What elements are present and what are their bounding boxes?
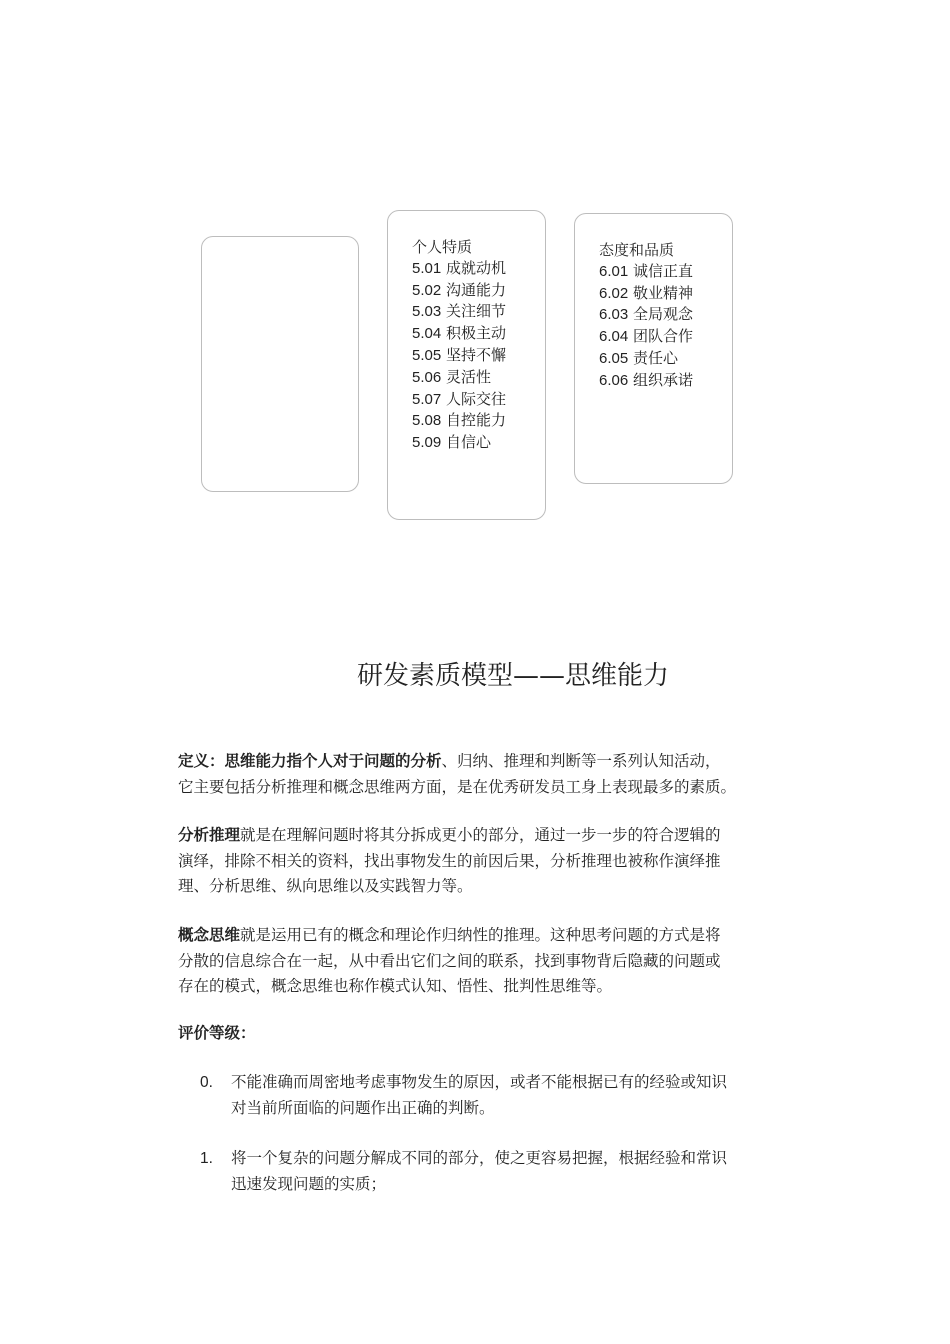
analysis-paragraph: 分析推理就是在理解问题时将其分拆成更小的部分，通过一步一步的符合逻辑的 演绎，排除不相关的资料，找出事物发生的前因后果，分析推理也被称作演绎推 理、分析思维、纵向思维以及实践智力等。 xyxy=(178,825,721,895)
definition-bold: 定义：思维能力指个人对于问题的分析 xyxy=(178,751,442,770)
levels-heading: 评价等级： xyxy=(178,1023,256,1042)
concept-paragraph: 概念思维就是运用已有的概念和理论作归纳性的推理。这种思考问题的方式是将 分散的信息综合在一起，从中看出它们之间的联系，找到事物背后隐藏的问题或 存在的模式，概念思维也称作模式认知、悟性、批判性思维等。 xyxy=(178,925,721,995)
card-item: 5.03 关注细节 xyxy=(412,302,506,321)
card-item: 5.01 成就动机 xyxy=(412,258,506,277)
card-item: 6.06 组织承诺 xyxy=(599,370,693,389)
card-item: 5.04 积极主动 xyxy=(412,324,506,343)
card-title: 个人特质 xyxy=(412,238,473,256)
card-item: 5.05 坚持不懈 xyxy=(412,345,506,364)
attitude-card xyxy=(574,213,733,484)
list-number: 0. xyxy=(200,1074,213,1091)
card-title: 态度和品质 xyxy=(599,241,675,259)
card-item: 5.08 自控能力 xyxy=(412,411,506,430)
card-item: 6.04 团队合作 xyxy=(599,327,693,346)
card-item: 5.02 沟通能力 xyxy=(412,280,506,299)
concept-term: 概念思维 xyxy=(178,925,241,944)
card-item: 5.06 灵活性 xyxy=(412,367,491,386)
card-item: 6.05 责任心 xyxy=(599,348,678,367)
empty-card xyxy=(201,236,359,492)
card-item: 6.03 全局观念 xyxy=(599,305,693,324)
personal-traits-card xyxy=(387,210,546,520)
definition-paragraph: 定义：思维能力指个人对于问题的分析、归纳、推理和判断等一系列认知活动， 它主要包括分析推理和概念思维两方面，是在优秀研发员工身上表现最多的素质。 xyxy=(178,751,737,796)
card-item: 6.02 敬业精神 xyxy=(599,283,693,302)
page-title: 研发素质模型——思维能力 xyxy=(357,661,670,691)
list-number: 1. xyxy=(200,1150,213,1167)
analysis-term: 分析推理 xyxy=(178,825,241,844)
card-item: 5.07 人际交往 xyxy=(412,389,506,408)
card-item: 5.09 自信心 xyxy=(412,433,491,452)
card-item: 6.01 诚信正直 xyxy=(599,261,693,280)
